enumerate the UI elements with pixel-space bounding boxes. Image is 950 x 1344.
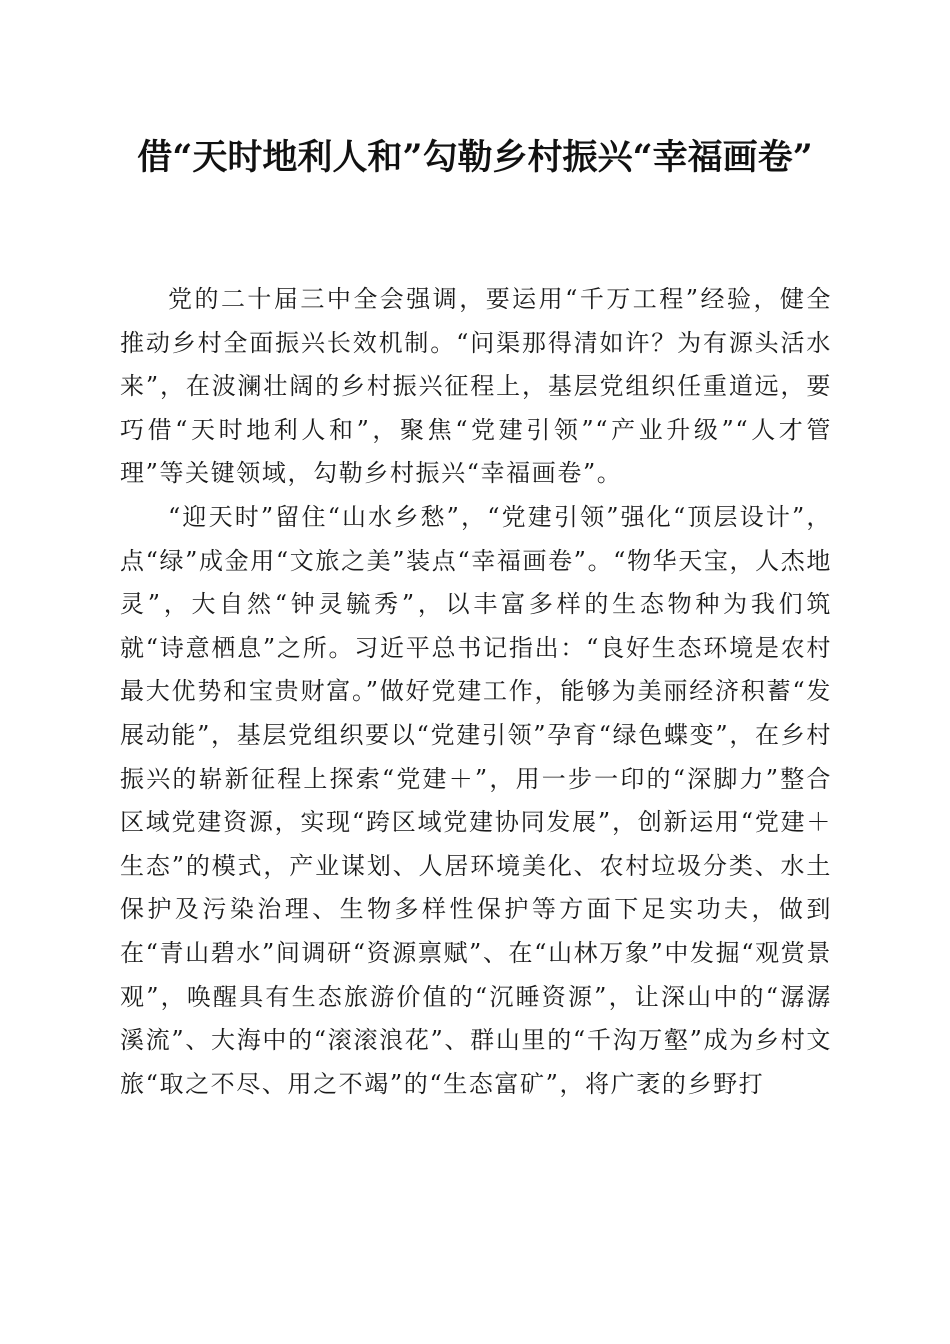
paragraph-1: 党的二十届三中全会强调，要运用“千万工程”经验，健全推动乡村全面振兴长效机制。“问渠那得清如许？为有源头活水来”，在波澜壮阔的乡村振兴征程上，基层党组织任重道远，要巧借“天时地利人和”，聚焦“党建引领”“产业升级”“人才管理”等关键领域，勾勒乡村振兴“幸福画卷”。 [120, 285, 832, 488]
paragraph-2: “迎天时”留住“山水乡愁”，“党建引领”强化“顶层设计”，点“绿”成金用“文旅之美”装点“幸福画卷”。“物华天宝，人杰地灵”，大自然“钟灵毓秀”，以丰富多样的生态物种为我们筑就“诗意栖息”之所。习近平总书记指出：“良好生态环境是农村最大优势和宝贵财富。”做好党建工作，能够为美丽经济积蓄“发展动能”，基层党组织要以“党建引领”孕育“绿色蝶变”，在乡村振兴的崭新征程上探索“党建＋”，用一步一印的“深脚力”整合区域党建资源，实现“跨区域党建协同发展”，创新运用“党建＋生态”的模式，产业谋划、人居环境美化、农村垃圾分类、水土保护及污染治理、生物多样性保护等方面下足实功夫，做到在“青山碧水”间调研“资源禀赋”、在“山林万象”中发掘“观赏景观”，唤醒具有生态旅游价值的“沉睡资源”，让深山中的“潺潺溪流”、大海中的“滚滚浪花”、群山里的“千沟万壑”成为乡村文旅“取之不尽、用之不竭”的“生态富矿”，将广袤的乡野打 [120, 502, 832, 1098]
document-body [120, 278, 832, 1106]
document-title: 借“天时地利人和”勾勒乡村振兴“幸福画卷” [137, 137, 813, 178]
